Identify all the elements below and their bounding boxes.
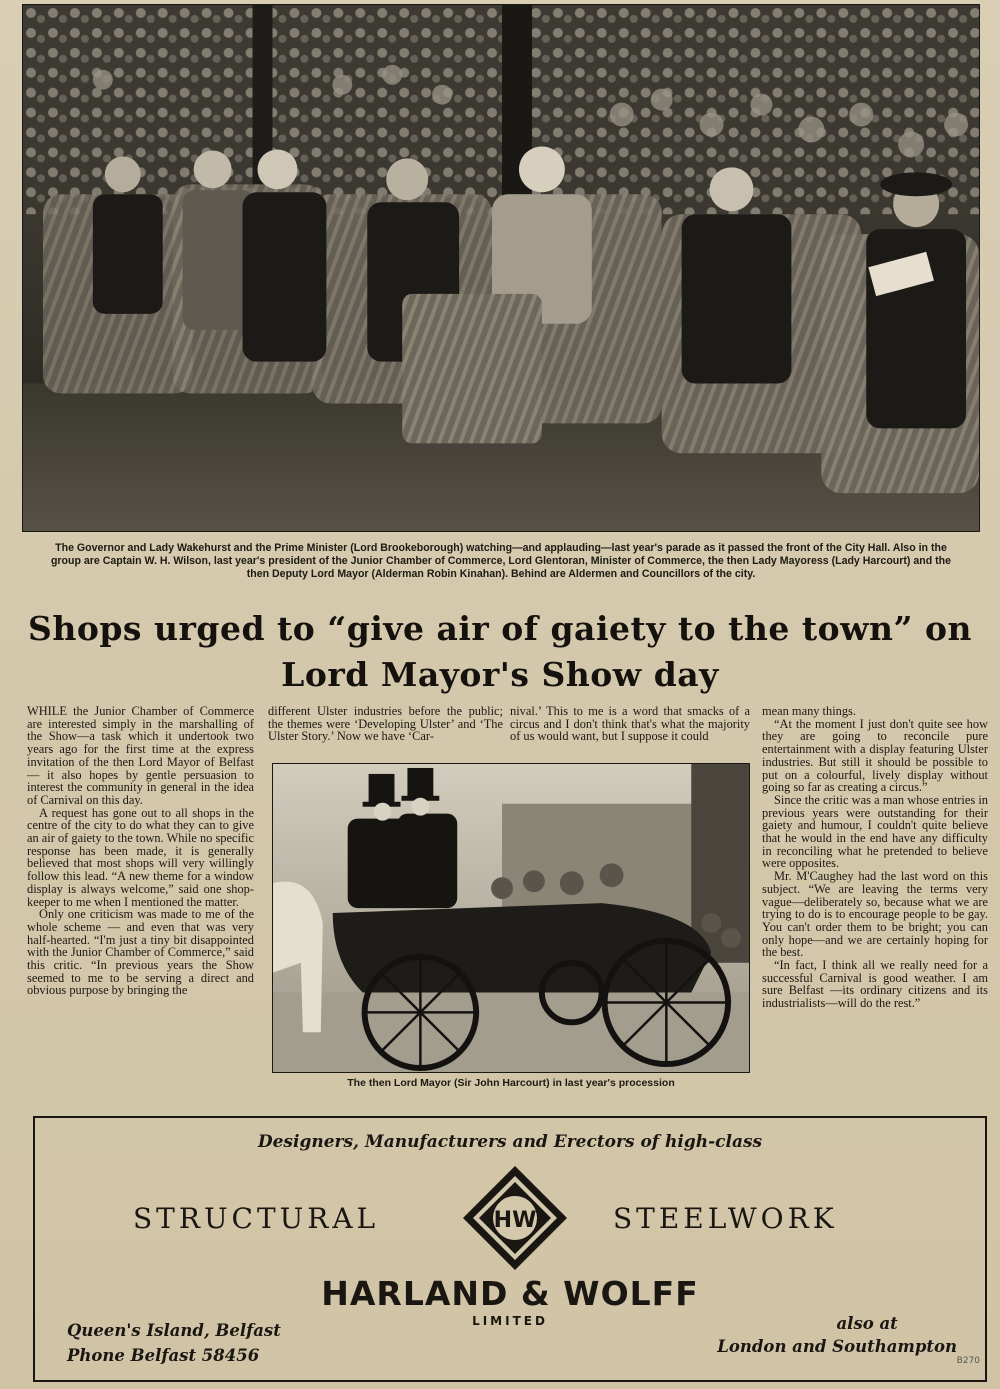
paragraph: “In fact, I think all we really need for a successful Carnival is good weather. I am sure Belfast —its ordinary citizens and its industrialists—will do the rest.” xyxy=(762,958,988,1011)
advert-also-places: London and Southampton xyxy=(717,1337,957,1356)
top-photo-caption: The Governor and Lady Wakehurst and the Prime Minister (Lord Brookeborough) watching—and applauding—last year's parade as it passed the front of the City Hall. Also in the group are Captain W. H. Wilson, last year's president of the Junior Chamber of Commerce, Lord Glentoran, Minister of Commerce, the then Lady Mayoress (Lady Harcourt) and the then Deputy Lord Mayor (Alderman Robin Kinahan). Behind are Aldermen and Councillors of the city. xyxy=(50,542,952,580)
harland-wolff-logo xyxy=(461,1164,569,1272)
page-code: B270 xyxy=(956,1356,980,1366)
advert-address-line1: Queen's Island, Belfast xyxy=(67,1321,281,1340)
logo-letters: HW xyxy=(493,1208,537,1233)
carriage-photo xyxy=(272,763,750,1073)
advert-tagline: Designers, Manufacturers and Erectors of high-class xyxy=(257,1132,763,1152)
carriage-photo-image xyxy=(273,764,749,1072)
advert-branches xyxy=(717,1312,957,1358)
advert-company-name: HARLAND & WOLFF xyxy=(321,1274,699,1313)
paragraph: Since the critic was a man whose entries in previous years were outstanding for their gaiety and humour, I couldn't quite believe that he would in the end have any difficulty in reconciling what he pretended to believe were opposites. xyxy=(762,792,988,871)
article-column-2 xyxy=(268,705,503,743)
paragraph: Only one criticism was made to me of the whole scheme — and even that was very half-hearted. “I'm just a tiny bit disappointed with the Junior Chamber of Commerce,” said this critic. “In previous years the Show seemed to me to be serving a direct and obvious purpose by bringing the xyxy=(27,907,254,998)
dignitaries-photo xyxy=(22,4,980,532)
paragraph: A request has gone out to all shops in the centre of the city to do what they can to give an air of gaiety to the town. While no specific response has been made, it is generally believed that most shops will very willingly follow this lead. “A new theme for a window display is always welcome,” said one shop-keeper to me when I mentioned the matter. xyxy=(27,805,254,909)
advert-address xyxy=(67,1318,281,1368)
paragraph: different Ulster industries before the public; the themes were ‘Developing Ulster’ and ‘The Ulster Story.’ Now we have ‘Car- xyxy=(268,704,503,744)
advert-word-steelwork: STEELWORK xyxy=(613,1202,838,1235)
paragraph: “At the moment I just don't quite see how they are going to reconcile pure entertainment with a display featuring Ulster industries. But still it should be possible to put on a colourful, lively display without going so far as creating a circus.” xyxy=(762,716,988,795)
paragraph: WHILE the Junior Chamber of Commerce are interested simply in the marshalling of the Show—a task which it undertook two years ago for the first time at the express invitation of the then Lord Mayor of Belfast — it also hopes by gentle persuasion to interest the community in general in the idea of Carnival on this day. xyxy=(27,704,254,807)
article-column-1 xyxy=(27,705,254,997)
harland-wolff-advertisement xyxy=(33,1116,987,1382)
dignitaries-photo-image xyxy=(23,5,979,531)
advert-limited: LIMITED xyxy=(472,1314,548,1328)
article-headline: Shops urged to “give air of gaiety to the town” on Lord Mayor's Show day xyxy=(28,609,972,694)
article-column-4 xyxy=(762,705,988,1010)
advert-word-structural: STRUCTURAL xyxy=(133,1202,380,1235)
advert-address-line2: Phone Belfast 58456 xyxy=(67,1346,260,1365)
carriage-photo-caption: The then Lord Mayor (Sir John Harcourt) in last year's procession xyxy=(347,1077,675,1089)
paragraph: mean many things. xyxy=(762,704,856,718)
paragraph: nival.’ This to me is a word that smacks of a circus and I don't think that's what the majority of us would want, but I suppose it could xyxy=(510,704,750,744)
article-column-3 xyxy=(510,705,750,743)
logo-diamond-icon xyxy=(461,1164,569,1272)
advert-also-label: also at xyxy=(836,1314,898,1333)
paragraph: Mr. M'Caughey had the last word on this subject. “We are leaving the terms very vague—deliberately so, because what we are trying to do is to encourage people to be gay. You can't order them to be bright; you can only hope—and we are certainly hoping for the best. xyxy=(762,869,988,960)
